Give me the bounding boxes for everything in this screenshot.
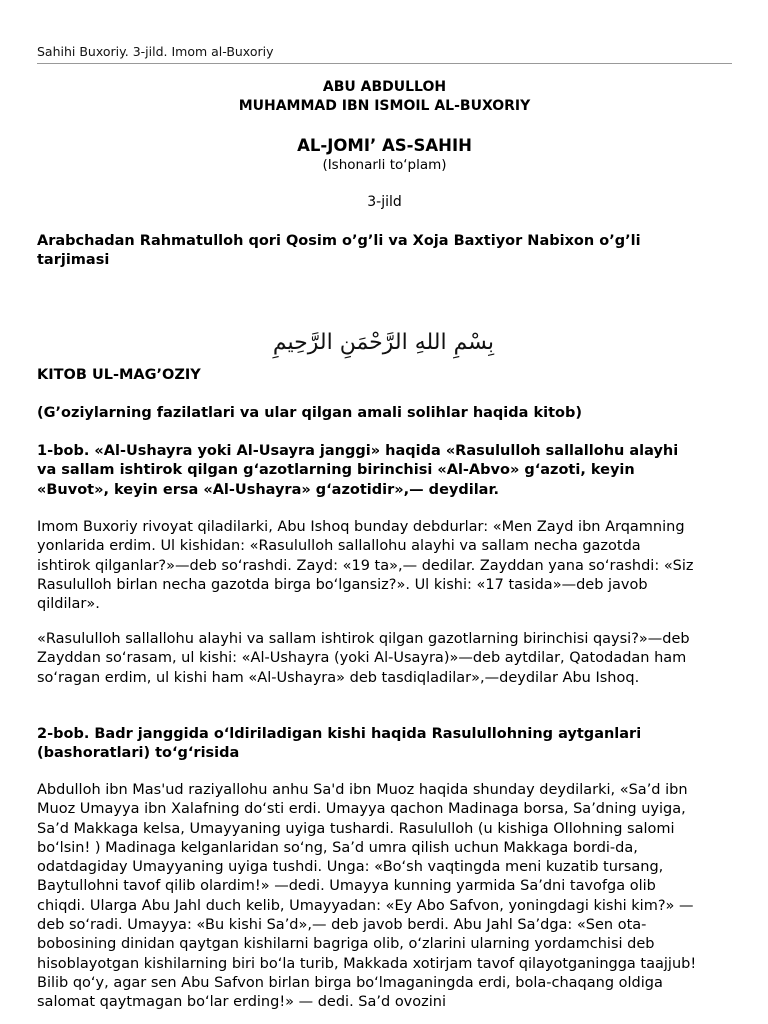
paragraph-2: «Rasululloh sallallohu alayhi va sallam ishtirok qilgan gazotlarning birinchisi qaysi?»—deb Zayddan so‘rasam, ul kishi: «Al-Ushayra (yoki Al-Usayra)»—deb aytdilar, Qatodadan ham so‘ragan erdim, ul kishi ham «Al-Ushayra» deb tasdiqladilar»,—deydilar Abu Ishoq. <box>37 631 690 686</box>
chapter-1-heading: 1-bob. «Al-Ushayra yoki Al-Usayra janggi» haqida «Rasululloh sallallohu alayhi va sallam ishtirok qilgan g‘azotlarning birinchisi «Al-Abvo» g‘azoti, keyin «Buvot», keyin ersa «Al-Ushayra» g‘azotidir»,— deydilar. <box>37 443 679 498</box>
paragraph-3: Abdulloh ibn Mas'ud raziyallohu anhu Sa'd ibn Muoz haqida shunday deydilarki, «Sa’d ibn Muoz Umayya ibn Xalafning do‘sti erdi. Umayya qachon Madinaga borsa, Sa’dning uyiga, Sa’d Makkaga kelsa, Umayyaning uyiga tushardi. Rasululloh (u kishiga Ollohning salomi bo‘lsin! ) Madinaga kelganlaridan so‘ng, Sa’d umra qilish uchun Makkaga bordi-da, odatdagiday Umayyaning uyiga tushdi. Unga: «Bo‘sh vaqtingda meni kuzatib tursang, Baytullohni tavof qilib olardim!» —dedi. Umayya kunning yarmida Sa’dni tavofga olib chiqdi. Ularga Abu Jahl duch kelib, Umayyadan: «Ey Abo Safvon, yoningdagi kishi kim?» — deb so‘radi. Umayya: «Bu kishi Sa’d»,— deb javob berdi. Abu Jahl Sa’dga: «Sen ota-bobosining dinidan qaytgan kishilarni bagriga olib, o‘zlarini ularning yordamchisi deb hisoblayotgan kishilarning biri bo‘la turib, Makkada xotirjam tavof qilayotganingga taajjub! Bilib qo‘y, agar sen Abu Safvon birlan birga bo‘lmaganingda erdi, bola-chaqang oldiga salomat qaytmagan bo‘lar erding!» — dedi. Sa’d ovozini <box>37 782 697 1011</box>
paragraph-1: Imom Buxoriy rivoyat qiladilarki, Abu Ishoq bunday debdurlar: «Men Zayd ibn Arqamning yonlarida erdim. Ul kishidan: «Rasululloh sallallohu alayhi va sallam necha gazotda ishtirok qilganlar?»—deb so‘rashdi. Zayd: «19 ta»,— dedilar. Zayddan yana so‘rashdi: «Siz Rasululloh birlan necha gazotda birga bo‘lgansiz?». Ul kishi: «17 tasida»—deb javob qildilar». <box>37 519 694 613</box>
volume-label: 3-jild <box>367 194 402 210</box>
basmala-text: بِسْمِ اللهِ الرَّحْمَنِ الرَّحِيمِ <box>272 330 494 355</box>
basmala-calligraphy <box>272 318 494 368</box>
translator-note: Arabchadan Rahmatulloh qori Qosim o’g’li va Xoja Baxtiyor Nabixon o’g’li tarjimasi <box>37 233 641 269</box>
kitob-title: KITOB UL-MAG’OZIY <box>37 367 201 383</box>
header-divider <box>37 63 732 64</box>
kitob-description: (G’oziylarning fazilatlari va ular qilgan amali solihlar haqida kitob) <box>37 405 582 421</box>
chapter-2-heading: 2-bob. Badr janggida o‘ldiriladigan kishi haqida Rasulullohning aytganlari (bashoratlari) to‘g‘risida <box>37 726 642 762</box>
author-line-1: ABU ABDULLOH <box>322 79 447 95</box>
book-subtitle: (Ishonarli to‘plam) <box>322 157 447 173</box>
author-line-2: MUHAMMAD IBN ISMOIL AL-BUXORIY <box>238 98 531 114</box>
book-title: AL-JOMI’ AS-SAHIH <box>297 136 472 155</box>
running-header: Sahihi Buxoriy. 3-jild. Imom al-Buxoriy <box>37 44 274 59</box>
